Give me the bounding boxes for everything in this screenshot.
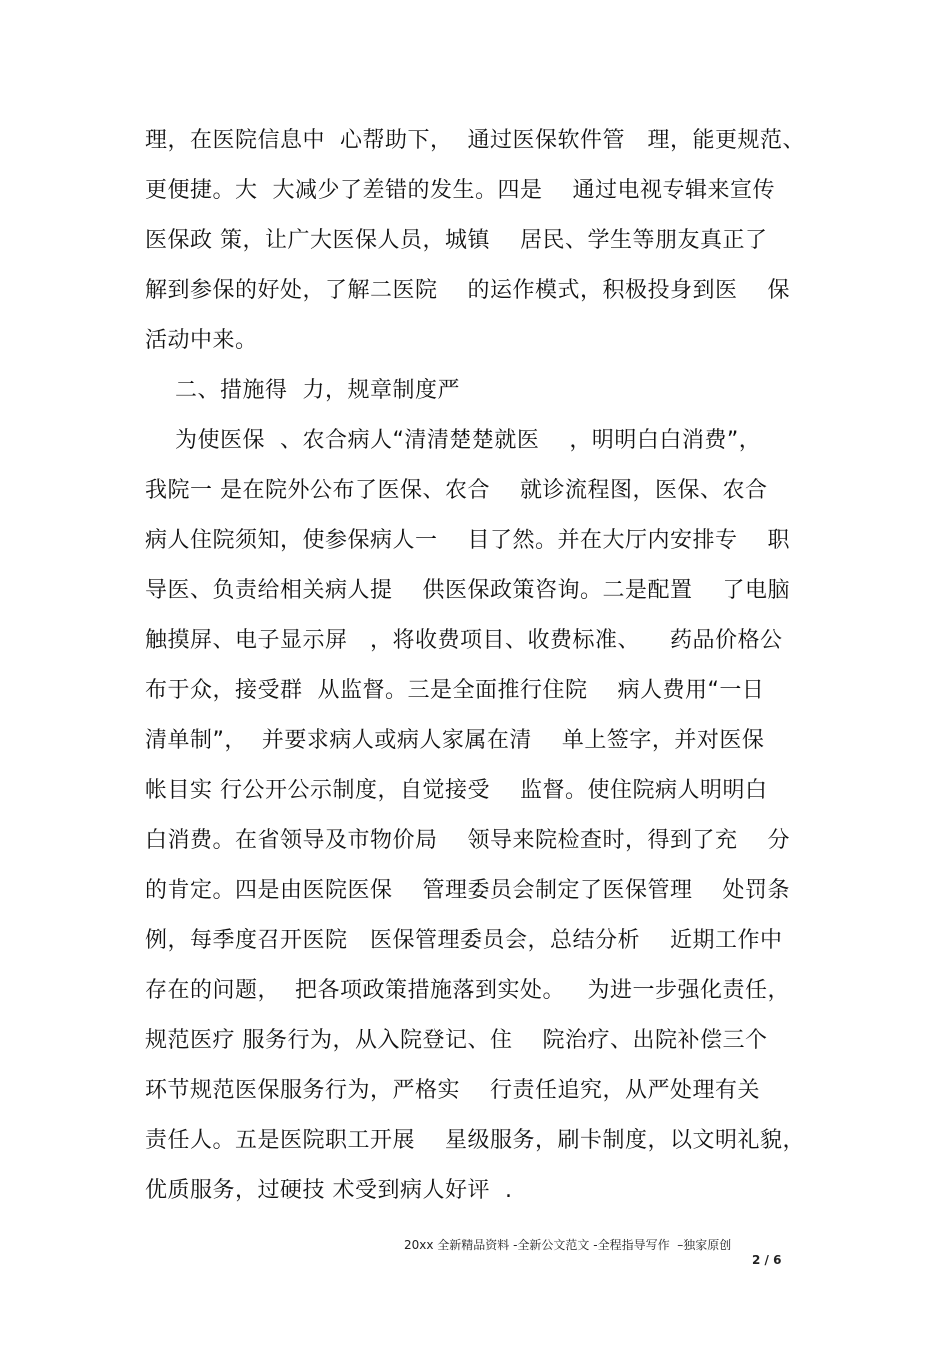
text-line: 布于众，接受群 从监督。三是全面推行住院 病人费用“一日 (145, 678, 765, 703)
text-line: 清单制”， 并要求病人或病人家属在清 单上签字，并对医保 (145, 728, 765, 753)
text-line: 为使医保 、农合病人“清清楚楚就医 ，明明白白消费”， (145, 428, 762, 453)
text-line: 理，在医院信息中 心帮助下， 通过医保软件管 理，能更规范、 (145, 128, 805, 153)
text-line: 规范医疗 服务行为，从入院登记、住 院治疗、出院补偿三个 (145, 1028, 768, 1053)
text-line: 医保政 策，让广大医保人员，城镇 居民、学生等朋友真正了 (145, 228, 768, 253)
text-line: 触摸屏、电子显示屏 ，将收费项目、收费标准、 药品价格公 (145, 628, 783, 653)
body-text (145, 122, 825, 1222)
text-line: 导医、负责给相关病人提 供医保政策咨询。二是配置 了电脑 (145, 578, 790, 603)
text-line: 责任人。五是医院职工开展 星级服务，刷卡制度，以文明礼貌， (145, 1128, 805, 1153)
text-line: 环节规范医保服务行为，严格实 行责任追究，从严处理有关 (145, 1078, 760, 1103)
text-line: 优质服务，过硬技 术受到病人好评 . (145, 1178, 513, 1203)
text-line: 白消费。在省领导及市物价局 领导来院检查时，得到了充 分 (145, 828, 790, 853)
text-line: 的肯定。四是由医院医保 管理委员会制定了医保管理 处罚条 (145, 878, 790, 903)
text-line: 病人住院须知，使参保病人一 目了然。并在大厅内安排专 职 (145, 528, 790, 553)
section-heading: 二、措施得 力，规章制度严 (145, 378, 460, 403)
footer-text: 20xx 全新精品资料 -全新公文范文 -全程指导写作 –独家原创 (404, 1238, 732, 1252)
page-number: 2 / 6 (752, 1253, 782, 1267)
text-line: 活动中来。 (145, 328, 258, 353)
text-line: 帐目实 行公开公示制度，自觉接受 监督。使住院病人明明白 (145, 778, 768, 803)
text-line: 解到参保的好处，了解二医院 的运作模式，积极投身到医 保 (145, 278, 790, 303)
text-line: 例，每季度召开医院 医保管理委员会，总结分析 近期工作中 (145, 928, 783, 953)
text-line: 更便捷。大 大减少了差错的发生。四是 通过电视专辑来宣传 (145, 178, 775, 203)
text-line: 我院一 是在院外公布了医保、农合 就诊流程图，医保、农合 (145, 478, 768, 503)
text-line: 存在的问题， 把各项政策措施落到实处。 为进一步强化责任， (145, 978, 790, 1003)
